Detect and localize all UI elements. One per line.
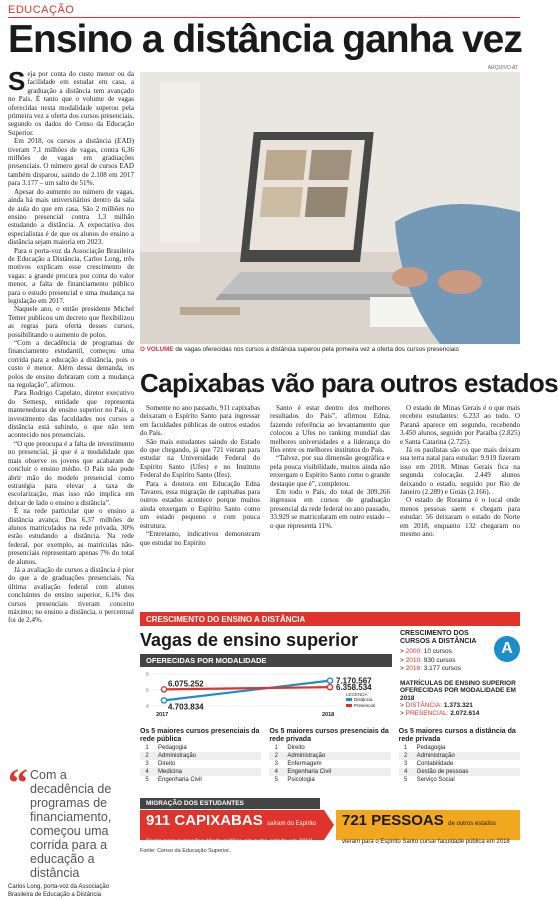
table-row: 4 Engenharia Civil	[269, 768, 390, 776]
body-paragraph: O estado de Roraima é o local onde menos pessoas saem e chegam para estudar: 56 deixaram o estado do Norte em 2018, enquanto 132 chegaram no mesmo ano.	[400, 496, 520, 539]
enroll-row: > PRESENCIAL: 2.072.614	[400, 710, 480, 717]
left-paragraph: É na rede particular que o ensino a distância avança. Dos 6,37 milhões de alunos matriculados na rede privada, 30% estão estudando a distância. Na rede federal, por exemplo, as matrículas não-presenciais representam apenas 7% do total de alunos.	[8, 507, 134, 566]
body-column	[270, 404, 390, 602]
table-row: 4 Medicina	[140, 768, 261, 776]
table-row: 1 Pedagogia	[403, 745, 446, 751]
left-paragraph: Para o porta-voz da Associação Brasileira de Educação a Distância, Carlos Long, três motivos explicam esse crescimento de vagas: a grande procura por conta do valor menor, a falta de financiamento público para o estudo presencial e uma mudança na legislação em 2017.	[8, 246, 134, 305]
y-tick-label: 4	[146, 704, 149, 710]
article-body-columns	[140, 404, 520, 602]
article-photo	[140, 72, 520, 344]
legend-label: Presencial	[354, 703, 376, 708]
body-column	[400, 404, 520, 602]
migration-bar: MIGRAÇÃO DOS ESTUDANTES	[140, 798, 320, 809]
table-row: 5 Psicologia	[274, 777, 315, 783]
x-tick-label: 2018	[322, 712, 335, 718]
growth-row: > 2018: 3.177 cursos	[400, 665, 461, 672]
abed-logo-icon: A	[494, 636, 520, 662]
vagas-line-chart	[140, 668, 392, 720]
enroll-title: MATRÍCULAS DE ENSINO SUPERIOR OFERECIDAS POR MODALIDADE EM 2018	[400, 679, 516, 702]
left-column	[8, 66, 134, 625]
growth-box	[400, 630, 520, 728]
data-label: 6.075.252	[168, 679, 204, 689]
data-point	[327, 685, 332, 690]
body-paragraph: Somente no ano passado, 911 capixabas deixaram o Espírito Santo para ingressar em faculdades públicas de outros estados do País.	[140, 404, 260, 438]
legend-title: LEGENDA	[346, 692, 368, 697]
migration-right-big: 721 PESSOAS	[342, 812, 444, 829]
left-paragraph: Em 2018, os cursos a distância (EAD) tiveram 7,1 milhões de vagas, contra 6,36 milhões de vagas em graduações presenciais. O número geral de cursos EAD também disparou, saindo de 2.108 em 2017 para 3.177 – um salto de 51%.	[8, 137, 134, 188]
body-paragraph: “Entretanto, indicativos demonstram que estudar no Espírito	[140, 530, 260, 547]
table-title: Os 5 maiores cursos a distância da rede privada	[398, 728, 516, 743]
table-row: 5 Engenharia Civil	[145, 777, 202, 783]
migration-right-small: de outros estados vieram para o Espírito Santo cursar faculdade pública em 2018	[342, 821, 510, 845]
table-row: 3 Direito	[145, 761, 176, 767]
body-paragraph: Santo é estar dentro dos melhores resultados do País”, afirmou Edna, fazendo referência ao levantamento que colocou a Ufes no ranking mundial das melhores universidades e a liderança do Ifes entre os melhores institutos do País.	[270, 404, 390, 455]
chart-subbar: OFERECIDAS POR MODALIDADE	[140, 654, 392, 667]
headline: Ensino a distância ganha vez	[8, 18, 522, 61]
dropcap: S	[8, 66, 26, 96]
body-column	[140, 404, 260, 602]
course-table	[399, 728, 520, 784]
infographic-bar: CRESCIMENTO DO ENSINO A DISTÂNCIA	[140, 612, 520, 626]
photo-caption: O VOLUME de vagas oferecidas nos cursos a distância superou pela primeira vez a oferta dos cursos presenciais	[140, 346, 459, 353]
section-label: EDUCAÇÃO	[8, 4, 75, 16]
left-paragraph: Naquele ano, o então presidente Michel Temer publicou um decreto que flexibilizou as regras para oferta desses cursos, possibilitando o aumento de polos.	[8, 305, 134, 339]
course-tables	[140, 728, 520, 784]
course-table	[269, 728, 390, 784]
data-label: 7.170.567	[336, 676, 372, 686]
pull-quote	[8, 760, 134, 899]
migration-left-big: 911 CAPIXABAS	[146, 812, 263, 829]
growth-row: > 2010: 930 cursos	[400, 656, 456, 664]
y-tick-label: 6	[146, 688, 149, 694]
y-tick-label: 8	[146, 672, 149, 678]
source-note: Fonte: Censo da Educação Superior.	[140, 848, 231, 854]
legend-label: Distância	[354, 697, 373, 702]
data-label: 6.358.534	[336, 683, 372, 693]
growth-row: > 2000: 10 cursos	[400, 648, 452, 655]
table-row: 1 Direito	[274, 745, 305, 751]
table-row: 3 Contabilidade	[403, 761, 454, 767]
migration-left	[140, 810, 324, 845]
enroll-row: > DISTÂNCIA: 1.373.321	[400, 702, 473, 709]
table-row: 1 Pedagogia	[145, 745, 187, 751]
arrow-right-icon	[324, 810, 334, 840]
left-paragraph: Já a avaliação de cursos a distância é pior do que a de graduações presenciais. Na última avaliação federal com alunos concluintes do ensino superior, 6,1% dos cursos presenciais tiveram conceito máximo; no ensino a distância, o percentual foi de 2,4%.	[8, 565, 134, 625]
left-paragraph: Para Rodrigo Capelato, diretor executivo do Semesp, entidade que representa mantenedoras de ensino superior no País, o investimento das faculdades nos cursos a distância está subindo, o que não tem acontecido nos presenciais.	[8, 389, 134, 440]
data-label: 4.703.834	[168, 702, 204, 712]
table-row: 4 Gestão de pessoas	[399, 768, 520, 776]
left-paragraph: “O que preocupa é a falta de investimento no presencial, já que é a modalidade que mais observe os jovens que acabaram de concluir o ensino médio. O País não pode abrir mão do modelo presencial como estratégia para elevar a taxa de escolarização, mas isso não implica em deixar de lado o ensino a distância”.	[8, 439, 134, 507]
pull-quote-text: Com a decadência de programas de financiamento, começou uma corrida para a educação a distância	[30, 768, 112, 880]
infographic-title: Vagas de ensino superior	[140, 630, 359, 650]
subhead: Capixabas vão para outros estados	[140, 368, 558, 398]
x-tick-label: 2017	[156, 712, 169, 718]
photo-credit: ARQUIVO AT	[487, 65, 518, 71]
table-row: 3 Enfermagem	[274, 761, 322, 767]
course-table	[140, 728, 261, 784]
pull-quote-author: Carlos Long, porta-voz da Associação Brasileira de Educação a Distância	[8, 884, 110, 898]
body-paragraph: Já os paulistas são os que mais deixam sua terra natal para estudar: 9.919 fizeram isso em 2018. Minas Gerais fica na segunda colocação. 2.449 alunos deixando o estado, seguido por Rio de Janeiro (2.289) e Goiás (2.166).	[400, 446, 520, 497]
left-paragraph: Apesar do aumento no número de vagas, ainda há mais universitários dentro da sala de aula do que em casa. São 2 milhões no ensino presencial contra 1,3 milhão estudando a distância. A expectativa dos especialistas é de que os alunos do ensino a distância sejam maioria em 2023.	[8, 187, 134, 247]
migration-left-small: saíram do Espírito Santo para cursar faculdade pública em outro estado em 2018	[146, 821, 316, 845]
body-paragraph: “Talvez, por sua dimensão geográfica e pela pouca visibilidade, muitos ainda não enxergam o Espírito Santo como o grande destaque que é”, completou.	[270, 454, 390, 488]
quote-mark-icon: “	[8, 760, 28, 805]
data-point	[327, 678, 332, 683]
legend-swatch	[346, 698, 352, 701]
table-row: 2 Administração	[140, 752, 261, 760]
laptop-photo-illustration	[140, 72, 520, 344]
migration-right	[336, 810, 520, 845]
table-title: Os 5 maiores cursos presenciais da rede pública	[140, 728, 260, 743]
data-point	[161, 698, 166, 703]
legend-swatch	[346, 704, 352, 707]
table-title: Os 5 maiores cursos presenciais da rede privada	[269, 728, 389, 743]
table-row: 2 Administração	[269, 752, 390, 760]
body-paragraph: Em todo o País, do total de 309.266 ingressos em cursos de graduação presencial da rede federal no ano passado, 33.929 se matricularam em outro estado – o que representa 11%.	[270, 488, 390, 530]
left-paragraph: “Com a decadência de programas de financiamento estudantil, começou uma corrida para a educação a distância, pois o custo é menor. Além dessa demanda, os polos de ensino dobraram com a mudança na regulação”, afirmou.	[8, 339, 134, 390]
data-point	[161, 687, 166, 692]
body-paragraph: Para a doutora em Educação Edna Tavares, essa migração de capixabas para outros estados acontece porque muitos ainda enxergam o Espírito Santo como um estado pequeno e com pouca estrutura.	[140, 479, 260, 530]
body-paragraph: O estado de Minas Gerais é o que mais recebeu estudantes: 6.233 ao todo. O Paraná aparece em segundo, recebendo 3.450 alunos, seguido por Paraíba (2.825) e Santa Catarina (2.725).	[400, 404, 520, 446]
body-paragraph: São mais estudantes saindo do Estado do que chegando, já que 721 vieram para estudar na Universidade Federal do Espírito Santo (Ufes) e no Instituto Federal do Espírito Santo (Ifes).	[140, 437, 260, 480]
left-paragraph: Seja por conta do custo menor ou da facilidade em estudar em casa, a graduação a distância tem avançado no País. É tanto que o volume de vagas oferecidas nesta modalidade superou pela primeira vez a oferta dos cursos presenciais, segundo os dados do Censo da Educação Superior.	[8, 66, 134, 137]
growth-title: CRESCIMENTO DOS CURSOS A DISTÂNCIA	[400, 630, 477, 645]
table-row: 2 Administração	[399, 752, 520, 760]
table-row: 5 Serviço Social	[403, 777, 455, 783]
